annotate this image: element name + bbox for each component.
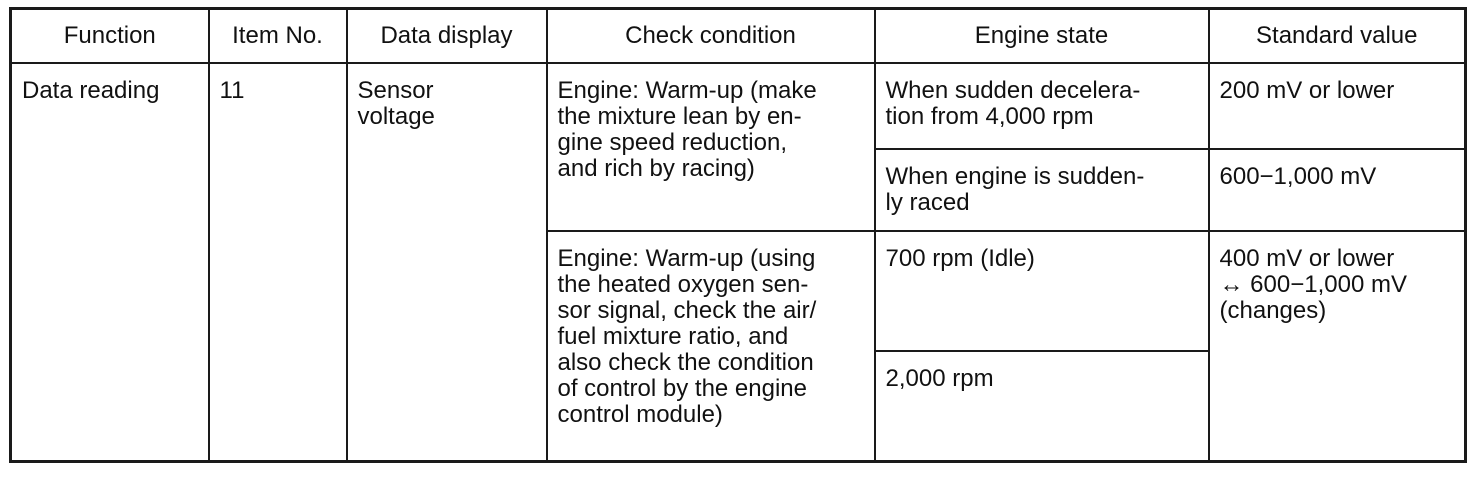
table-row: [11, 63, 1466, 149]
header-function: Function: [11, 9, 209, 64]
standard-value-cell: 200 mV or lower: [1209, 63, 1466, 149]
data-reading-spec-table: [9, 7, 1467, 463]
header-check-condition: Check condition: [547, 9, 875, 64]
standard-value-cell: 400 mV or lower ↔ 600−1,000 mV (changes): [1209, 231, 1466, 461]
check-condition-cell: Engine: Warm-up (using the heated oxygen sen- sor signal, check the air/ fuel mixture ratio, and also check the condition of control by the engine control module): [547, 231, 875, 461]
spec-table-container: [9, 7, 1467, 463]
header-row: [11, 9, 1466, 64]
header-engine-state: Engine state: [875, 9, 1209, 64]
header-item-no: Item No.: [209, 9, 347, 64]
data-display-cell: Sensor voltage: [347, 63, 547, 461]
header-data-display: Data display: [347, 9, 547, 64]
function-cell: Data reading: [11, 63, 209, 461]
engine-state-cell: When engine is sudden- ly raced: [875, 149, 1209, 231]
standard-value-cell: 600−1,000 mV: [1209, 149, 1466, 231]
engine-state-cell: 700 rpm (Idle): [875, 231, 1209, 351]
engine-state-cell: When sudden decelera- tion from 4,000 rpm: [875, 63, 1209, 149]
check-condition-cell: Engine: Warm-up (make the mixture lean by en- gine speed reduction, and rich by racing): [547, 63, 875, 231]
item-no-cell: 11: [209, 63, 347, 461]
engine-state-cell: 2,000 rpm: [875, 351, 1209, 461]
header-standard-value: Standard value: [1209, 9, 1466, 64]
